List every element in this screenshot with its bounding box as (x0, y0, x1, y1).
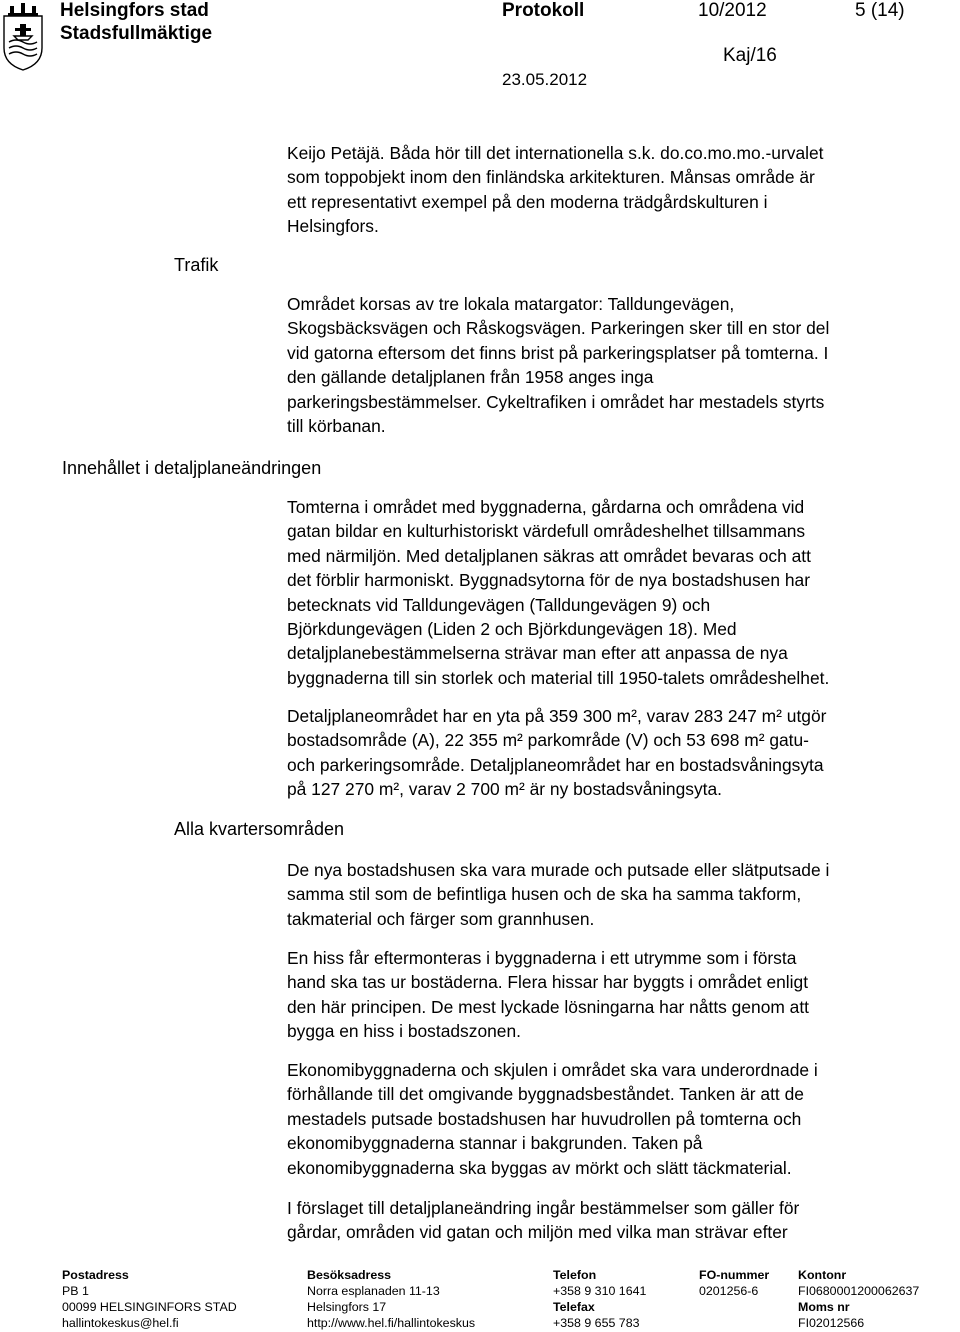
case-id: Kaj/16 (723, 45, 777, 66)
text-line: den här principen. De mest lyckade lösningarna har nåtts genom att (287, 996, 810, 1017)
text-line: den gällande detaljplanen från 1958 anges inga (287, 367, 654, 388)
paragraph-trafik (287, 292, 947, 438)
text-line: Björkdungevägen (Liden 2 och Björkdungevägen 18). Med (287, 618, 737, 639)
text-line: byggnaderna till sin storlek och material till 1950-talets områdeshelhet. (287, 667, 830, 688)
doc-number: 10/2012 (698, 0, 767, 21)
paragraph-bostadshus (287, 858, 947, 931)
text-line: hand ska tas ur bostäderna. Flera hissar har byggts i området enligt (287, 972, 809, 993)
text-line: ekonomibyggnaderna stannar i bakgrunden. Taken på (287, 1133, 703, 1154)
text-line: Helsingfors. (287, 216, 379, 237)
text-line: De nya bostadshusen ska vara murade och putsade eller slätputsade i (287, 860, 830, 880)
doc-type: Protokoll (502, 0, 585, 21)
paragraph-hiss (287, 946, 947, 1044)
footer-postadress (62, 1267, 237, 1331)
text-line: ekonomibyggnaderna ska byggas av mörkt och slätt täckmaterial. (287, 1157, 792, 1178)
paragraph-ekonomibyggnader (287, 1058, 947, 1180)
org-name: Helsingfors stad (60, 0, 209, 21)
text-line: förhållande till det omgivande byggnadsbeståndet. Tanken är att de (287, 1084, 804, 1105)
footer-telefon (553, 1267, 646, 1331)
footer-label: Telefax (553, 1300, 595, 1314)
text-line: detaljplanebestämmelserna strävar man efter att anpassa de nya (287, 643, 788, 664)
page-number: 5 (14) (855, 0, 905, 21)
footer-value: +358 9 310 1641 (553, 1284, 647, 1298)
meeting-date: 23.05.2012 (502, 70, 588, 89)
text-line: Området korsas av tre lokala matargator: Talldungevägen, (287, 294, 735, 314)
footer-email[interactable]: hallintokeskus@hel.fi (62, 1316, 179, 1330)
text-line: Tomterna i området med byggnaderna, gårdarna och områdena vid (287, 497, 805, 517)
paragraph-areas (287, 704, 947, 802)
text-line: som toppobjekt inom den finländska arkitekturen. Månsas område är (287, 167, 815, 188)
footer-label: FO-nummer (699, 1268, 770, 1282)
text-line: parkeringsbestämmelser. Cykeltrafiken i området har mestadels styrts (287, 391, 825, 412)
footer-kontonr (798, 1267, 919, 1331)
footer-value: FI0680001200062637 (798, 1284, 920, 1298)
text-line: Ekonomibyggnaderna och skjulen i området ska vara underordnade i (287, 1060, 818, 1080)
text-line: det förblir harmoniskt. Byggnadsytorna för de nya bostadshusen har (287, 570, 810, 591)
footer-label: Postadress (62, 1268, 129, 1282)
footer-value: Norra esplanaden 11-13 (307, 1284, 440, 1298)
footer-value: 0201256-6 (699, 1284, 759, 1298)
text-line: bygga en hiss i bostadszonen. (287, 1021, 521, 1042)
text-line: Skogsbäcksvägen och Råskogsvägen. Parkeringen sker till en stor del (287, 318, 830, 339)
helsinki-crest-icon (0, 2, 46, 72)
text-line: till körbanan. (287, 415, 386, 436)
text-line: Keijo Petäjä. Båda hör till det internationella s.k. do.co.mo.mo.-urvalet (287, 143, 824, 163)
footer-website-link[interactable]: http://www.hel.fi/hallintokeskus (307, 1316, 476, 1330)
text-line: takmaterial och färger som grannhusen. (287, 908, 595, 929)
footer-value: Helsingfors 17 (307, 1300, 387, 1314)
footer-value: FI02012566 (798, 1316, 865, 1330)
footer-label: Moms nr (798, 1300, 850, 1314)
paragraph-intro (287, 141, 947, 239)
text-line: gatan bildar en kulturhistoriskt värdefull områdeshelhet tillsammans (287, 521, 806, 542)
paragraph-forslaget (287, 1196, 947, 1245)
text-line: En hiss får eftermonteras i byggnaderna i ett utrymme som i första (287, 948, 797, 968)
text-line: samma stil som de befintliga husen och de ska ha samma takform, (287, 884, 802, 905)
paragraph-innehallet (287, 495, 947, 690)
text-line: ett representativt exempel på den moderna trädgårdskulturen i (287, 191, 768, 212)
footer-label: Telefon (553, 1268, 597, 1282)
org-unit: Stadsfullmäktige (60, 23, 213, 44)
footer-label: Kontonr (798, 1268, 847, 1282)
text-line: I förslaget till detaljplaneändring ingår bestämmelser som gäller för (287, 1198, 800, 1218)
text-line: och parkeringsområde. Detaljplaneområdet har en bostadsvåningsyta (287, 754, 824, 775)
text-line: vid gatorna eftersom det finns brist på parkeringsplatser på tomterna. I (287, 342, 829, 363)
heading-alla-kvartersomraden: Alla kvartersområden (174, 819, 345, 839)
heading-trafik: Trafik (174, 255, 219, 275)
text-line: mestadels putsade bostadshusen har huvudrollen på tomterna och (287, 1108, 802, 1129)
footer-value: PB 1 (62, 1284, 89, 1298)
text-line: med närmiljön. Med detaljplanen säkras att området bevaras och att (287, 545, 811, 566)
text-line: betecknats vid Talldungevägen (Talldungevägen 9) och (287, 594, 711, 615)
footer-label: Besöksadress (307, 1268, 392, 1282)
footer-value: +358 9 655 783 (553, 1316, 640, 1330)
text-line: bostadsområde (A), 22 355 m² parkområde (V) och 53 698 m² gatu- (287, 730, 809, 751)
heading-innehallet: Innehållet i detaljplaneändringen (62, 458, 322, 478)
footer-besoksadress (307, 1267, 475, 1331)
text-line: på 127 270 m², varav 2 700 m² är ny bostadsvåningsyta. (287, 779, 723, 800)
text-line: gårdar, områden vid gatan och miljön med vilka man strävar efter (287, 1222, 788, 1243)
footer-fo-nummer (699, 1267, 769, 1299)
text-line: Detaljplaneområdet har en yta på 359 300 m², varav 283 247 m² utgör (287, 706, 827, 726)
footer-value: 00099 HELSINGINFORS STAD (62, 1300, 237, 1314)
